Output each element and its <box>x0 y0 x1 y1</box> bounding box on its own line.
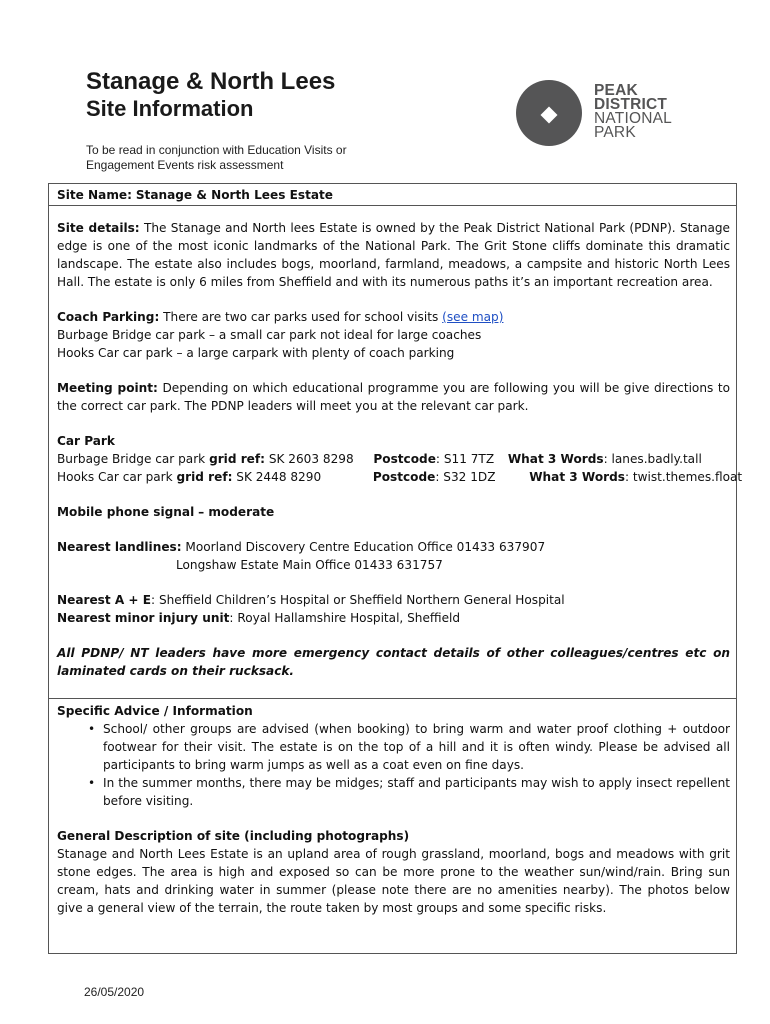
car-park-2-postcode-label: Postcode <box>372 470 436 484</box>
title-line-1: Stanage & North Lees <box>86 68 336 95</box>
coach-parking-paragraph <box>57 308 730 362</box>
coach-parking-line-2: Burbage Bridge car park – a small car park not ideal for large coaches <box>57 328 482 342</box>
landlines-paragraph <box>57 538 730 574</box>
car-park-1-postcode: S11 7TZ <box>443 452 495 466</box>
intro-line-2: Engagement Events risk assessment <box>86 158 284 172</box>
landlines-line-2: Longshaw Estate Main Office 01433 631757 <box>176 558 443 572</box>
car-park-2-name: Hooks Car car park <box>57 470 173 484</box>
car-park-2-grid: SK 2448 8290 <box>236 470 322 484</box>
mobile-signal-label: Mobile phone signal <box>57 505 195 519</box>
bullet-icon: • <box>88 776 96 790</box>
emergency-note: All PDNP/ NT leaders have more emergency contact details of other colleagues/centres etc on laminated cards on their rucksack. <box>57 646 730 678</box>
car-park-2-grid-label: grid ref: <box>176 470 233 484</box>
site-name-section <box>57 186 730 204</box>
logo-line-4: PARK <box>594 124 636 141</box>
ae-value: Sheffield Children’s Hospital or Sheffield Northern General Hospital <box>158 593 565 607</box>
logo-wordmark <box>594 84 672 140</box>
landlines-line-1: Moorland Discovery Centre Education Office 01433 637907 <box>185 540 546 554</box>
minor-injury-value: Royal Hallamshire Hospital, Sheffield <box>237 611 461 625</box>
coach-parking-text: There are two car parks used for school visits <box>163 310 439 324</box>
specific-advice-heading <box>57 702 730 720</box>
mobile-signal-value: – moderate <box>198 505 275 519</box>
coach-parking-label: Coach Parking: <box>57 310 160 324</box>
general-description-text: Stanage and North Lees Estate is an upland area of rough grassland, moorland, bogs and meadows with grit stone edges. The area is high and exposed so can be more prone to the weather sun/wind/rain. Bring sun cream, hats and drinking water in summer (please note there are no amenities nearby). The photos below give a general view of the terrain, the route taken by most groups and some specific risks. <box>57 847 730 915</box>
see-map-link[interactable]: (see map) <box>442 310 504 324</box>
site-details-paragraph <box>57 219 730 291</box>
car-park-heading: Car Park <box>57 434 115 448</box>
pdnp-logo <box>516 78 706 148</box>
meeting-point-text: Depending on which educational programme you are following you will be give directions to the correct car park. The PDNP leaders will meet you at the relevant car park. <box>57 381 730 413</box>
car-park-1-postcode-label: Postcode <box>373 452 436 466</box>
advice-bullet-2-text: In the summer months, there may be midges; staff and participants may wish to apply insect repellent before visiting. <box>103 776 730 808</box>
car-park-2-w3w-label: What 3 Words <box>529 470 625 484</box>
ae-label: Nearest A + E <box>57 593 152 607</box>
mobile-signal-paragraph <box>57 503 730 521</box>
logo-circle-icon <box>516 80 582 146</box>
advice-bullet-1 <box>57 720 730 774</box>
coach-parking-line-3: Hooks Car car park – a large carpark with plenty of coach parking <box>57 346 455 360</box>
car-park-2-w3w: twist.themes.float <box>632 470 743 484</box>
minor-injury-label: Nearest minor injury unit <box>57 611 230 625</box>
specific-advice-heading-text: Specific Advice / Information <box>57 704 253 718</box>
general-description-heading-text: General Description of site (including photographs) <box>57 829 410 843</box>
site-name-label: Site Name: <box>57 188 132 202</box>
general-description-heading <box>57 827 730 845</box>
landlines-label: Nearest landlines: <box>57 540 182 554</box>
hospitals-paragraph: Nearest A + E: Sheffield Children’s Hospital or Sheffield Northern General Hospital Nearest minor injury unit: Royal Hallamshire Hospital, Sheffield <box>57 593 565 625</box>
intro-line-1: To be read in conjunction with Education Visits or <box>86 143 347 157</box>
car-park-row-1: Burbage Bridge car park grid ref: SK 2603 8298 Postcode: S11 7TZ What 3 Words: lanes.badly.tall <box>57 452 702 466</box>
site-details-text: The Stanage and North lees Estate is owned by the Peak District National Park (PDNP). Stanage edge is one of the most iconic landmarks of the National Park. The Grit Stone cliffs dominate this dramatic landscape. The estate also includes bogs, moorland, farmland, meadows, a campsite and historic North Lees Hall. The estate is only 6 miles from Sheffield and with its numerous paths it’s an important recreation area. <box>57 221 730 289</box>
logo-line-3: NATIONAL <box>594 110 672 127</box>
title-line-2: Site Information <box>86 95 254 121</box>
logo-line-1: PEAK <box>594 82 638 99</box>
car-park-1-w3w-label: What 3 Words <box>507 452 604 466</box>
meeting-point-paragraph <box>57 379 730 415</box>
advice-bullet-2 <box>57 774 730 810</box>
car-park-1-grid-label: grid ref: <box>209 452 265 466</box>
bullet-icon: • <box>88 722 96 736</box>
car-park-2-postcode: S32 1DZ <box>443 470 496 484</box>
advice-bullet-1-text: School/ other groups are advised (when booking) to bring warm and water proof clothing + outdoor footwear for their visit. The estate is on the top of a hill and it is often windy. Please be advised all participants to bring warm jumps as well as a coat even on fine days. <box>103 722 730 772</box>
logo-line-2: DISTRICT <box>594 96 668 113</box>
site-details-label: Site details: <box>57 221 140 235</box>
car-park-1-w3w: lanes.badly.tall <box>611 452 702 466</box>
logo-diamond-icon <box>541 107 558 124</box>
car-park-1-name: Burbage Bridge car park <box>57 452 206 466</box>
site-info-section <box>57 219 743 697</box>
intro-note <box>86 143 406 173</box>
car-park-row-2: Hooks Car car park grid ref: SK 2448 8290 Postcode: S32 1DZ What 3 Words: twist.themes.float <box>57 470 743 484</box>
advice-section <box>57 702 730 917</box>
car-park-1-grid: SK 2603 8298 <box>268 452 354 466</box>
footer-date: 26/05/2020 <box>84 985 145 999</box>
car-park-section <box>57 432 743 486</box>
site-name-value: Stanage & North Lees Estate <box>135 188 333 202</box>
document-title <box>86 68 335 121</box>
meeting-point-label: Meeting point: <box>57 381 158 395</box>
